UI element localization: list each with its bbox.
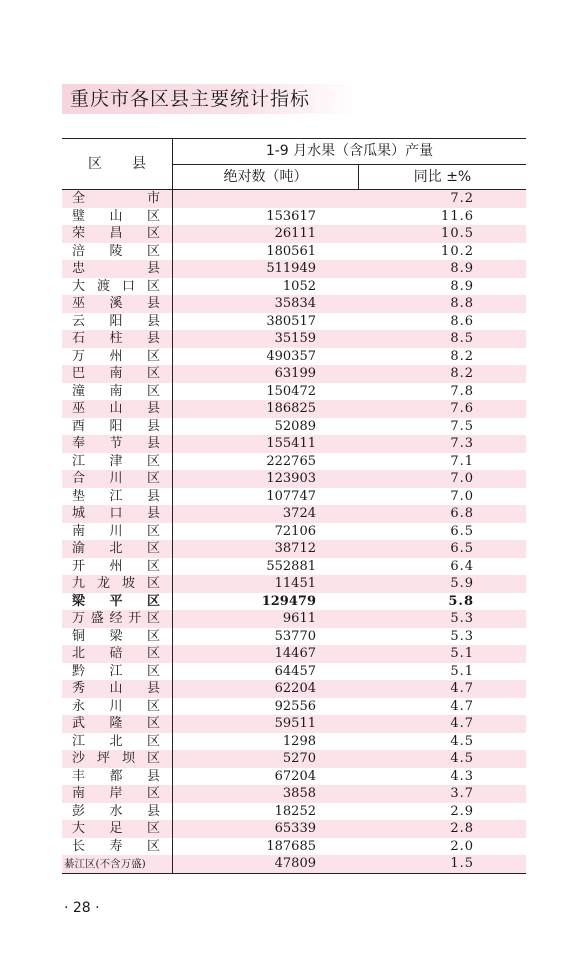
yoy-percent: 8.9 (450, 261, 474, 276)
absolute-value: 11451 (274, 576, 316, 591)
region-name: 黔 江 区 (72, 663, 160, 679)
region-name: 巫 溪 县 (72, 296, 160, 311)
region-name: 梁 平 区 (72, 593, 160, 609)
yoy-percent: 1.5 (450, 856, 474, 871)
absolute-value: 64457 (274, 663, 316, 679)
region-name: 奉 节 县 (72, 436, 160, 451)
yoy-percent: 7.8 (450, 383, 474, 399)
table-row (62, 628, 526, 646)
absolute-value: 62204 (274, 681, 316, 696)
section-title: 重庆市各区县主要统计指标 (62, 84, 358, 114)
absolute-value: 9611 (282, 611, 316, 626)
header-absolute: 绝对数（吨） (223, 169, 308, 185)
yoy-percent: 7.1 (450, 453, 474, 469)
absolute-value: 107747 (266, 488, 316, 504)
absolute-value: 129479 (261, 593, 316, 609)
region-name: 酉 阳 县 (72, 418, 160, 434)
region-name: 沙 坪 坝 区 (72, 751, 160, 766)
absolute-value: 92556 (274, 698, 316, 714)
yoy-percent: 10.2 (441, 243, 474, 259)
table-row (62, 225, 526, 243)
region-name: 垫 江 县 (72, 488, 160, 504)
table-row (62, 610, 526, 628)
region-name: 江 北 区 (72, 733, 160, 749)
yoy-percent: 5.8 (448, 593, 474, 609)
region-name: 永 川 区 (72, 698, 160, 714)
region-name: 綦江区(不含万盛) (64, 858, 146, 870)
region-name: 荣 昌 区 (72, 226, 160, 241)
absolute-value: 511949 (266, 261, 316, 276)
region-name: 璧 山 区 (72, 208, 160, 224)
absolute-value: 35159 (274, 331, 316, 346)
region-name: 铜 梁 区 (72, 628, 160, 644)
absolute-value (173, 190, 316, 208)
table-row (62, 330, 526, 348)
yoy-percent: 4.7 (450, 698, 474, 714)
table-row (62, 558, 526, 576)
table-row (62, 418, 526, 436)
table-row (62, 820, 526, 838)
table-row (62, 260, 526, 278)
region-name: 万 盛 经 开 区 (72, 611, 160, 626)
yoy-percent: 2.9 (450, 803, 474, 819)
absolute-value: 3858 (282, 786, 316, 801)
region-name: 巫 山 县 (72, 401, 160, 416)
table-row (62, 768, 526, 786)
yoy-percent: 5.9 (450, 576, 474, 591)
table-row (62, 680, 526, 698)
region-name: 巴 南 区 (72, 366, 160, 381)
header-region: 区 县 (88, 156, 146, 172)
table-row (62, 750, 526, 768)
absolute-value: 155411 (266, 436, 316, 451)
yoy-percent: 4.7 (450, 681, 474, 696)
yoy-percent: 8.8 (450, 296, 474, 311)
yoy-percent: 5.3 (450, 628, 474, 644)
table-row (62, 243, 526, 261)
yoy-percent: 7.0 (450, 471, 474, 486)
region-name: 大 足 区 (72, 821, 160, 836)
absolute-value: 18252 (274, 803, 316, 819)
absolute-value: 35834 (274, 296, 316, 311)
table-row (62, 540, 526, 558)
absolute-value: 552881 (266, 558, 316, 574)
yoy-percent: 8.5 (450, 331, 474, 346)
table-row (62, 365, 526, 383)
absolute-value: 180561 (266, 243, 316, 259)
region-name: 南 岸 区 (72, 786, 160, 801)
header-group: 1-9 月水果（含瓜果）产量 (173, 139, 526, 165)
absolute-value: 72106 (274, 523, 316, 539)
table-row (62, 383, 526, 401)
yoy-percent: 8.9 (450, 278, 474, 294)
yoy-percent: 6.4 (450, 558, 474, 574)
yoy-percent: 4.3 (450, 768, 474, 784)
statistics-table (62, 138, 526, 874)
region-name: 彭 水 县 (72, 803, 160, 819)
absolute-value: 1052 (282, 278, 316, 294)
yoy-percent: 8.2 (450, 366, 474, 381)
yoy-percent: 10.5 (441, 226, 474, 241)
table-row (62, 803, 526, 821)
absolute-value: 63199 (274, 366, 316, 381)
region-name: 合 川 区 (72, 471, 160, 486)
region-name: 大 渡 口 区 (72, 278, 160, 294)
region-name: 石 柱 县 (72, 331, 160, 346)
yoy-percent: 7.5 (450, 418, 474, 434)
absolute-value: 5270 (282, 751, 316, 766)
table-row (62, 190, 526, 208)
page-number: · 28 · (64, 900, 100, 916)
region-name: 云 阳 县 (72, 313, 160, 329)
yoy-percent: 8.6 (450, 313, 474, 329)
table-row (62, 295, 526, 313)
table-row (62, 435, 526, 453)
region-name: 江 津 区 (72, 453, 160, 469)
absolute-value: 3724 (282, 506, 316, 521)
yoy-percent: 8.2 (450, 348, 474, 364)
region-name: 北 碚 区 (72, 646, 160, 661)
region-name: 开 州 区 (72, 558, 160, 574)
table-row (62, 593, 526, 611)
yoy-percent: 2.8 (450, 821, 474, 836)
yoy-percent: 7.2 (450, 191, 474, 206)
absolute-value: 490357 (266, 348, 316, 364)
table-row (62, 523, 526, 541)
table-row (62, 400, 526, 418)
absolute-value: 52089 (274, 418, 316, 434)
yoy-percent: 3.7 (450, 786, 474, 801)
table-row (62, 278, 526, 296)
table-row (62, 855, 526, 873)
absolute-value: 222765 (266, 453, 316, 469)
header-yoy: 同比 ±% (413, 169, 472, 185)
absolute-value: 150472 (266, 383, 316, 399)
table-row (62, 715, 526, 733)
yoy-percent: 6.5 (450, 541, 474, 556)
yoy-percent: 4.7 (450, 716, 474, 731)
table-row (62, 313, 526, 331)
absolute-value: 65339 (274, 821, 316, 836)
absolute-value: 153617 (266, 208, 316, 224)
table-row (62, 733, 526, 751)
absolute-value: 380517 (266, 313, 316, 329)
yoy-percent: 5.1 (450, 646, 474, 661)
region-name: 长 寿 区 (72, 838, 160, 854)
table-body (62, 190, 526, 874)
absolute-value: 53770 (274, 628, 316, 644)
table-row (62, 453, 526, 471)
absolute-value: 123903 (266, 471, 316, 486)
region-name: 涪 陵 区 (72, 243, 160, 259)
absolute-value: 186825 (266, 401, 316, 416)
absolute-value: 26111 (274, 226, 316, 241)
absolute-value: 187685 (266, 838, 316, 854)
absolute-value: 1298 (282, 733, 316, 749)
yoy-percent: 7.6 (450, 401, 474, 416)
table-row (62, 575, 526, 593)
region-name: 丰 都 县 (72, 768, 160, 784)
table-row (62, 505, 526, 523)
table-row (62, 698, 526, 716)
region-name: 忠 县 (72, 261, 160, 276)
absolute-value: 38712 (274, 541, 316, 556)
table-row (62, 348, 526, 366)
absolute-value: 67204 (274, 768, 316, 784)
table-row (62, 838, 526, 856)
table-row (62, 785, 526, 803)
yoy-percent: 6.8 (450, 506, 474, 521)
region-name: 潼 南 区 (72, 383, 160, 399)
yoy-percent: 4.5 (450, 751, 474, 766)
absolute-value: 47809 (274, 856, 316, 871)
yoy-percent: 11.6 (441, 208, 474, 224)
yoy-percent: 5.1 (450, 663, 474, 679)
absolute-value: 14467 (274, 646, 316, 661)
region-name: 万 州 区 (72, 348, 160, 364)
yoy-percent: 7.3 (450, 436, 474, 451)
yoy-percent: 2.0 (450, 838, 474, 854)
yoy-percent: 6.5 (450, 523, 474, 539)
table-row (62, 663, 526, 681)
table-row (62, 488, 526, 506)
table-header (62, 138, 526, 190)
yoy-percent: 7.0 (450, 488, 474, 504)
region-name: 秀 山 县 (72, 681, 160, 696)
region-name: 南 川 区 (72, 523, 160, 539)
region-name: 渝 北 区 (72, 541, 160, 556)
table-row (62, 470, 526, 488)
table-row (62, 208, 526, 226)
absolute-value: 59511 (274, 716, 316, 731)
region-name: 城 口 县 (72, 506, 160, 521)
region-name: 全 市 (72, 191, 160, 206)
region-name: 九 龙 坡 区 (72, 576, 160, 591)
yoy-percent: 4.5 (450, 733, 474, 749)
table-row (62, 645, 526, 663)
region-name: 武 隆 区 (72, 716, 160, 731)
yoy-percent: 5.3 (450, 611, 474, 626)
